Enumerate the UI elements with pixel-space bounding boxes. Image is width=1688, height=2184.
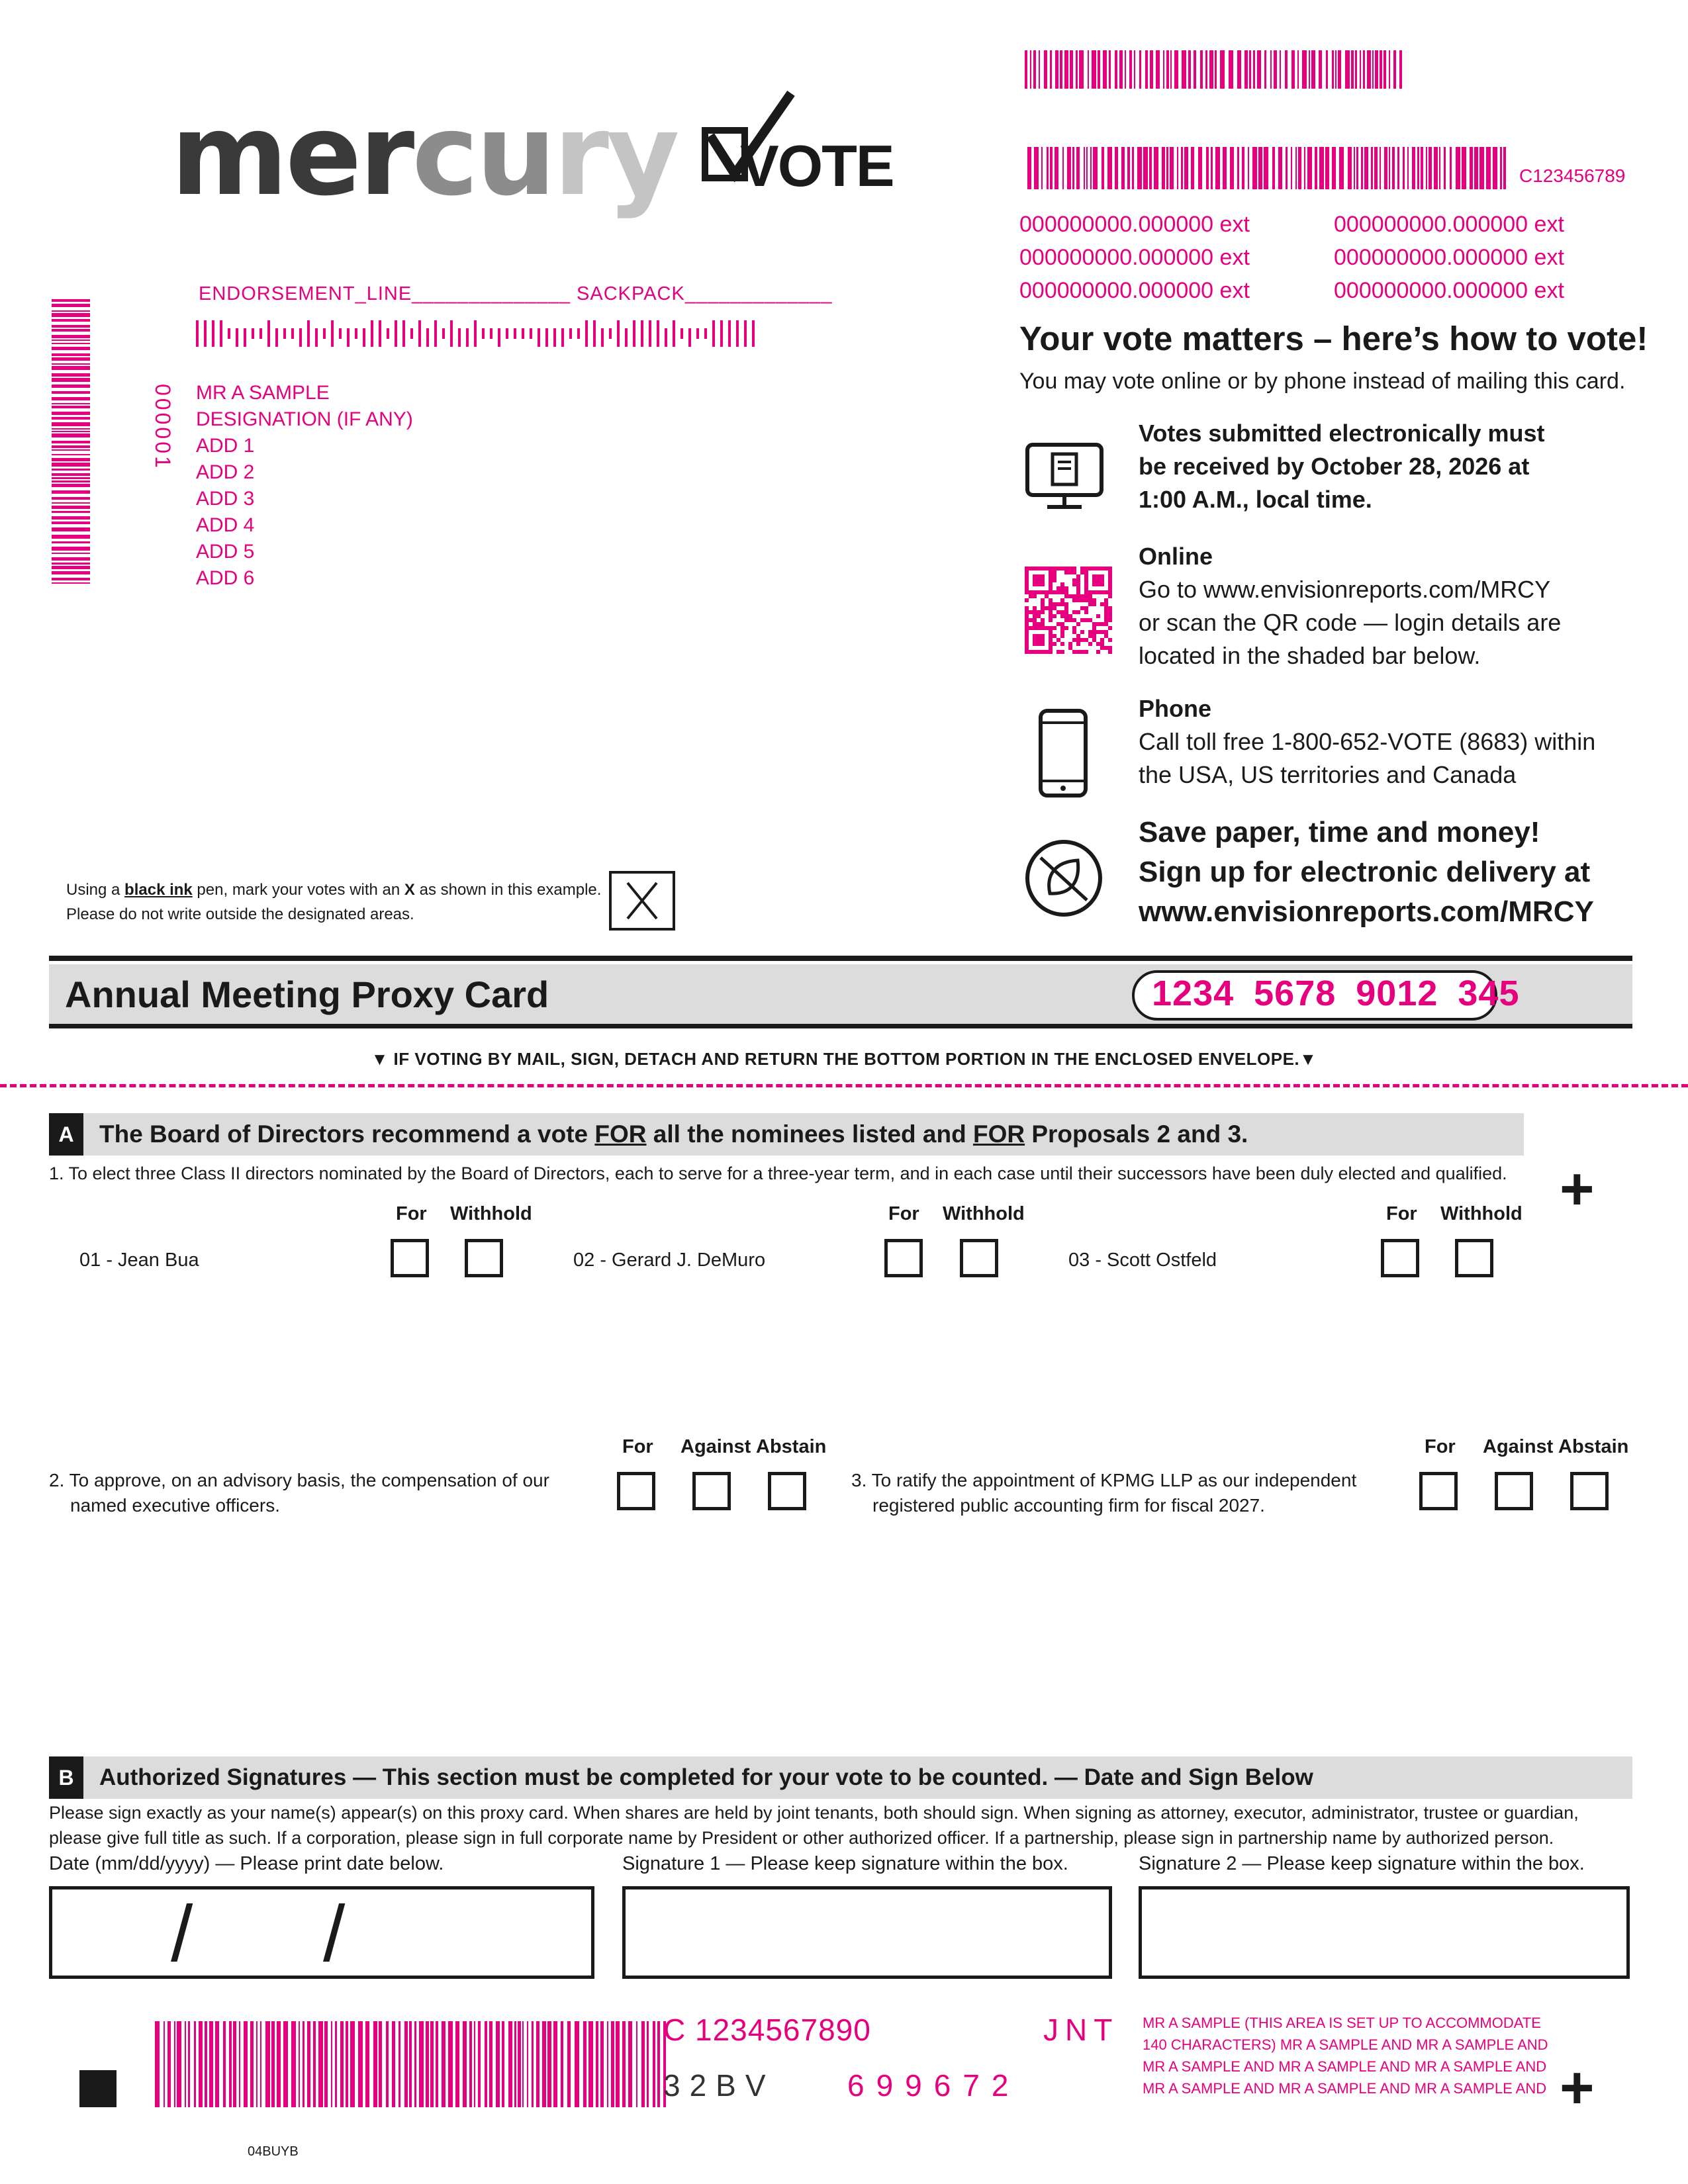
deadline-line: 1:00 A.M., local time. xyxy=(1139,486,1372,513)
online-line: Go to www.envisionreports.com/MRCY xyxy=(1139,576,1551,603)
signature-instructions: Please sign exactly as your name(s) appear(s) on this proxy card. When shares are held by joint tenants, both should sign. When signing as attorney, executor, administrator, trustee or guardian, xyxy=(49,1803,1579,1823)
mail-instruction: ▼ IF VOTING BY MAIL, SIGN, DETACH AND RETURN THE BOTTOM PORTION IN THE ENCLOSED ENVELOPE.▼ xyxy=(371,1049,1317,1069)
plus-icon: + xyxy=(1560,1156,1595,1222)
vote-subline: You may vote online or by phone instead of mailing this card. xyxy=(1019,369,1626,394)
c-number: C123456789 xyxy=(1519,165,1626,186)
col-against: Against xyxy=(1483,1436,1554,1457)
section-a-title: The Board of Directors recommend a vote FOR all the nominees listed and FOR Proposals 2 and 3. xyxy=(99,1120,1248,1148)
col-for: For xyxy=(1386,1203,1417,1224)
nominee-1-withhold-checkbox[interactable] xyxy=(465,1239,503,1277)
online-line: or scan the QR code — login details are xyxy=(1139,609,1562,636)
address-line: ADD 2 xyxy=(196,461,255,483)
date-label: Date (mm/dd/yyyy) — Please print date below. xyxy=(49,1853,444,1874)
footer-c-code: C 1234567890 xyxy=(663,2013,871,2047)
qr-code-icon xyxy=(1025,567,1112,654)
proposal-3-against-checkbox[interactable] xyxy=(1495,1472,1533,1510)
postal-barcode xyxy=(196,320,756,347)
monitor-icon xyxy=(1025,442,1104,511)
signature-2-field[interactable] xyxy=(1139,1886,1630,1979)
sequence-number: 000001 xyxy=(151,384,175,471)
section-a-letter: A xyxy=(49,1113,83,1156)
nominee-3-for-checkbox[interactable] xyxy=(1381,1239,1419,1277)
detach-line xyxy=(0,1084,1688,1087)
footer-jnt: JNT xyxy=(1043,2013,1119,2047)
top-barcode xyxy=(1025,50,1402,89)
signature-1-field[interactable] xyxy=(622,1886,1112,1979)
col-withhold: Withhold xyxy=(943,1203,1025,1224)
proposal-3-text: registered public accounting firm for fiscal 2027. xyxy=(872,1495,1265,1516)
nominee-name: 02 - Gerard J. DeMuro xyxy=(573,1250,766,1271)
col-against: Against xyxy=(680,1436,751,1457)
control-number: 000000000.000000 ext xyxy=(1334,278,1564,303)
control-number: 000000000.000000 ext xyxy=(1019,212,1250,237)
proxy-card-title: Annual Meeting Proxy Card xyxy=(65,974,549,1015)
save-link[interactable]: www.envisionreports.com/MRCY xyxy=(1139,895,1594,928)
col-abstain: Abstain xyxy=(756,1436,827,1457)
endorsement-line: ENDORSEMENT_LINE______________ SACKPACK_____________ xyxy=(199,283,833,304)
proposal-2-abstain-checkbox[interactable] xyxy=(768,1472,806,1510)
save-line: Sign up for electronic delivery at xyxy=(1139,856,1591,888)
proposal-3-for-checkbox[interactable] xyxy=(1419,1472,1458,1510)
proposal-2-against-checkbox[interactable] xyxy=(692,1472,731,1510)
signature-2-label: Signature 2 — Please keep signature within the box. xyxy=(1139,1853,1585,1874)
control-number: 000000000.000000 ext xyxy=(1019,245,1250,270)
phone-line: Call toll free 1-800-652-VOTE (8683) within xyxy=(1139,728,1596,755)
top-barcode-2 xyxy=(1027,147,1504,189)
side-barcode xyxy=(52,299,90,584)
footer-sample-text: MR A SAMPLE (THIS AREA IS SET UP TO ACCOMMODATE 140 CHARACTERS) MR A SAMPLE AND MR A SAMPLE AND MR A SAMPLE AND MR A SAMPLE AND MR A SAMPLE AND MR A SAMPLE AND MR A SAMPLE AND MR A SAMPLE AND xyxy=(1143,2015,1548,2097)
online-line: located in the shaded bar below. xyxy=(1139,642,1481,669)
col-for: For xyxy=(1425,1436,1456,1457)
col-withhold: Withhold xyxy=(450,1203,532,1224)
example-mark-box xyxy=(609,871,675,931)
footer-32bv: 32BV xyxy=(663,2068,775,2103)
save-line: Save paper, time and money! xyxy=(1139,816,1540,848)
section-b-letter: B xyxy=(49,1756,83,1799)
col-for: For xyxy=(888,1203,919,1224)
address-line: ADD 4 xyxy=(196,514,255,536)
nominee-3-withhold-checkbox[interactable] xyxy=(1455,1239,1493,1277)
control-number: 000000000.000000 ext xyxy=(1019,278,1250,303)
vote-headline: Your vote matters – here’s how to vote! xyxy=(1019,320,1648,357)
proposal-3-text: 3. To ratify the appointment of KPMG LLP as our independent xyxy=(851,1470,1357,1490)
col-for: For xyxy=(396,1203,427,1224)
proposal-3-abstain-checkbox[interactable] xyxy=(1570,1472,1609,1510)
mercury-logo: mercury xyxy=(171,90,677,221)
col-abstain: Abstain xyxy=(1558,1436,1629,1457)
nominee-2-withhold-checkbox[interactable] xyxy=(960,1239,998,1277)
address-line: ADD 3 xyxy=(196,488,255,510)
nominee-name: 03 - Scott Ostfeld xyxy=(1068,1250,1217,1271)
footer-699672: 699672 xyxy=(847,2068,1021,2103)
address-line: ADD 1 xyxy=(196,435,255,457)
section-b-title: Authorized Signatures — This section must be completed for your vote to be counted. — Date and Sign Below xyxy=(99,1764,1313,1790)
date-separator: / xyxy=(171,1889,193,1978)
col-for: For xyxy=(622,1436,653,1457)
phone-line: the USA, US territories and Canada xyxy=(1139,761,1517,788)
proposal-2-for-checkbox[interactable] xyxy=(617,1472,655,1510)
signature-instructions: please give full title as such. If a corporation, please sign in full corporate name by President or other authorized officer. If a partnership, please sign in partnership name by authorized person. xyxy=(49,1828,1554,1848)
control-number: 000000000.000000 ext xyxy=(1334,245,1564,270)
plus-icon: + xyxy=(1560,2055,1595,2121)
address-line: DESIGNATION (IF ANY) xyxy=(196,408,413,430)
date-separator: / xyxy=(323,1889,346,1978)
online-title: Online xyxy=(1139,543,1213,570)
date-field[interactable] xyxy=(49,1886,594,1979)
proposal-2-text: named executive officers. xyxy=(70,1495,280,1516)
address-line: MR A SAMPLE xyxy=(196,382,330,404)
deadline-line: be received by October 28, 2026 at xyxy=(1139,453,1530,480)
col-withhold: Withhold xyxy=(1440,1203,1523,1224)
vote-logo-text: VOTE xyxy=(740,133,894,199)
address-line: ADD 5 xyxy=(196,541,255,563)
mark-instructions: Using a black ink pen, mark your votes with an X as shown in this example. Please do not write outside the designated areas. xyxy=(66,881,602,923)
proxy-control-number: 1234 5678 9012 345 xyxy=(1152,974,1520,1013)
deadline-line: Votes submitted electronically must xyxy=(1139,420,1545,447)
control-number: 000000000.000000 ext xyxy=(1334,212,1564,237)
leaf-icon xyxy=(1023,838,1104,919)
bottom-barcode xyxy=(155,2021,665,2107)
phone-title: Phone xyxy=(1139,695,1212,722)
address-line: ADD 6 xyxy=(196,567,255,589)
phone-icon xyxy=(1038,708,1088,798)
nominee-2-for-checkbox[interactable] xyxy=(884,1239,923,1277)
proposal-2-text: 2. To approve, on an advisory basis, the compensation of our xyxy=(49,1470,549,1490)
registration-mark xyxy=(79,2070,117,2107)
signature-1-label: Signature 1 — Please keep signature within the box. xyxy=(622,1853,1068,1874)
divider xyxy=(49,956,1632,961)
nominee-1-for-checkbox[interactable] xyxy=(391,1239,429,1277)
nominee-name: 01 - Jean Bua xyxy=(79,1250,199,1271)
form-code: 04BUYB xyxy=(248,2144,299,2159)
proposal-1-text: 1. To elect three Class II directors nominated by the Board of Directors, each to serve for a three-year term, and in each case until their successors have been duly elected and qualified. xyxy=(49,1163,1507,1183)
